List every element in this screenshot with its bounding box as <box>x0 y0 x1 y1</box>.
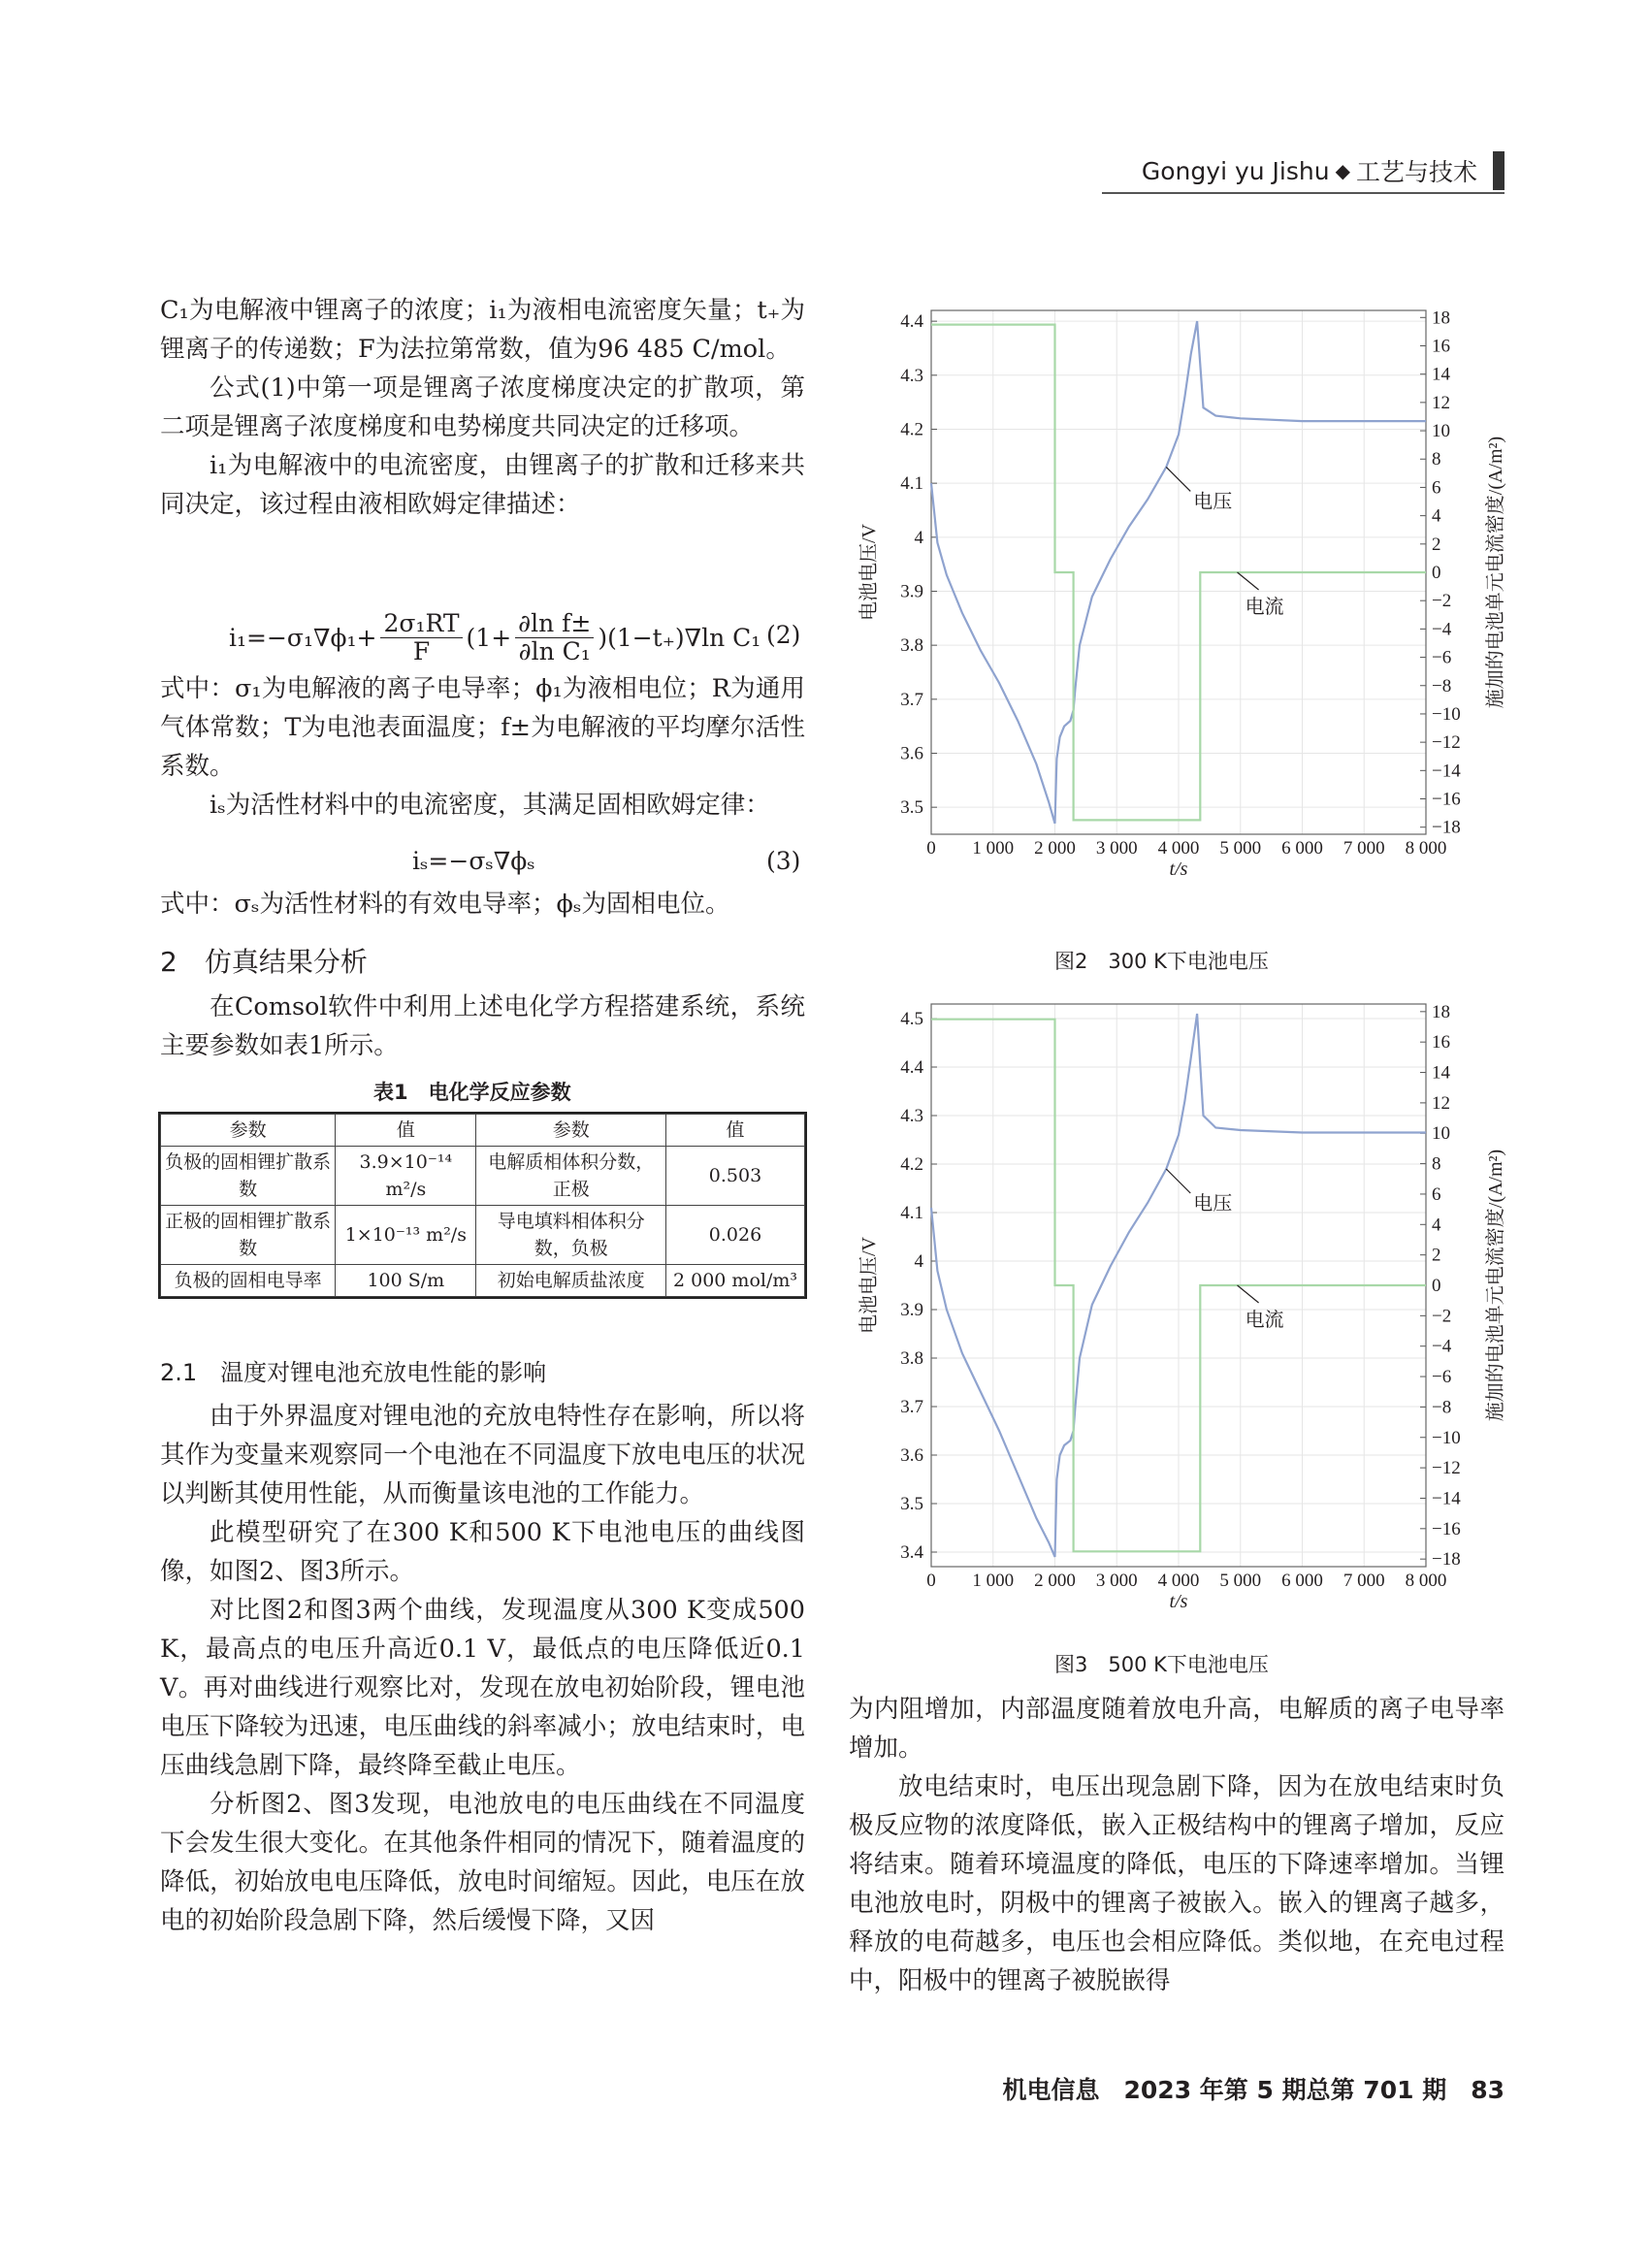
right-column-text <box>849 1690 1504 2000</box>
table-cell: 100 S/m <box>336 1265 476 1297</box>
paragraph-3: i₁为电解液中的电流密度，由锂离子的扩散和迁移来共同决定，该过程由液相欧姆定律描述： <box>160 451 805 519</box>
table-cell: 负极的固相电导率 <box>161 1265 336 1297</box>
footer: 机电信息 2023 年第 5 期总第 701 期 83 <box>1002 2076 1504 2104</box>
y2-tick-label: 6 <box>1432 1183 1441 1205</box>
y-tick-label: 3.9 <box>900 1300 923 1320</box>
figure-2-caption: 图2 300 K下电池电压 <box>1054 950 1269 973</box>
y-tick-label: 4.3 <box>900 365 923 386</box>
equation-2 <box>229 608 760 666</box>
table-header-row <box>161 1115 805 1147</box>
x-tick-label: 8 000 <box>1405 838 1447 859</box>
left-column-p6 <box>160 885 805 923</box>
y-tick-label: 4.2 <box>900 1154 923 1175</box>
left-column-mid <box>160 669 805 825</box>
x-tick-label: 1 000 <box>972 1571 1015 1591</box>
table-cell: 电解质相体积分数，正极 <box>476 1147 666 1206</box>
header-pinyin: Gongyi yu Jishu <box>1141 156 1330 185</box>
x-axis-label: t/s <box>1169 859 1188 880</box>
x-tick-label: 2 000 <box>1034 1571 1076 1591</box>
eq2-number: (2) <box>766 621 801 649</box>
left-column-bottom <box>160 1397 805 1940</box>
left-column-p7 <box>160 988 805 1065</box>
y2-tick-label: −4 <box>1432 619 1452 640</box>
right-paragraph-2: 放电结束时，电压出现急剧下降，因为在放电结束时负极反应物的浓度降低，嵌入正极结构中的锂离子增加，反应将结束。随着环境温度的降低，电压的下降速率增加。当锂电池放电时，阴极中的锂离子被嵌入。嵌入的锂离子越多，释放的电荷越多，电压也会相应降低。类似地，在充电过程中，阳极中的锂离子被脱嵌得 <box>849 1772 1504 1995</box>
table-cell: 2 000 mol/m³ <box>666 1265 805 1297</box>
header-bar <box>1493 151 1504 190</box>
y2-tick-label: −10 <box>1432 1427 1461 1448</box>
y-tick-label: 3.8 <box>900 635 923 657</box>
x-tick-label: 1 000 <box>972 838 1015 859</box>
right-paragraph-1: 为内阻增加，内部温度随着放电升高，电解质的离子电导率增加。 <box>849 1695 1504 1763</box>
eq2-mid: (1+ <box>466 623 512 652</box>
eq2-fraction-2 <box>515 610 594 665</box>
y2-tick-label: −14 <box>1432 761 1461 782</box>
y2-tick-label: 6 <box>1432 477 1441 499</box>
y2-tick-label: −18 <box>1432 817 1461 838</box>
x-tick-label: 2 000 <box>1034 838 1076 859</box>
x-tick-label: 8 000 <box>1405 1571 1447 1591</box>
table-cell: 导电填料相体积分数，负极 <box>476 1206 666 1265</box>
y-tick-label: 3.5 <box>900 797 923 819</box>
eq2-right: )(1−t₊)∇ln C₁ <box>598 623 761 652</box>
y2-axis-label: 施加的电池单元电流密度/(A/m²) <box>1485 1149 1506 1422</box>
y2-tick-label: 10 <box>1432 1123 1450 1145</box>
y-tick-label: 4.5 <box>900 1009 923 1029</box>
y-tick-label: 4 <box>914 1251 923 1272</box>
current-annotation-label: 电流 <box>1245 1310 1284 1331</box>
parameter-table <box>160 1114 805 1297</box>
y-tick-label: 4.4 <box>900 1057 923 1078</box>
y2-tick-label: −8 <box>1432 675 1452 697</box>
y2-tick-label: −12 <box>1432 732 1461 754</box>
x-tick-label: 5 000 <box>1219 1571 1262 1591</box>
y2-tick-label: 8 <box>1432 449 1441 470</box>
voltage-annotation-label: 电压 <box>1193 1193 1233 1215</box>
x-tick-label: 6 000 <box>1281 838 1323 859</box>
section-2-heading: 2 仿真结果分析 <box>160 946 368 978</box>
table-cell: 负极的固相锂扩散系数 <box>161 1147 336 1206</box>
eq2-frac2-num: ∂ln f± <box>515 610 594 638</box>
eq2-fraction-1 <box>380 610 462 665</box>
y2-tick-label: 12 <box>1432 1092 1450 1114</box>
y2-tick-label: −16 <box>1432 789 1461 810</box>
table-header-cell: 参数 <box>476 1115 666 1147</box>
table-cell: 初始电解质盐浓度 <box>476 1265 666 1297</box>
y2-tick-label: 2 <box>1432 1245 1441 1266</box>
y2-tick-label: 14 <box>1432 1062 1450 1084</box>
section-2-1-heading: 2.1 温度对锂电池充放电性能的影响 <box>160 1359 547 1386</box>
eq2-frac1-den: F <box>412 636 431 665</box>
y2-tick-label: 16 <box>1432 336 1450 357</box>
y2-tick-label: 0 <box>1432 563 1441 583</box>
y2-tick-label: 2 <box>1432 534 1441 555</box>
x-tick-label: 5 000 <box>1219 838 1262 859</box>
paragraph-10: 对比图2和图3两个曲线，发现温度从300 K变成500 K，最高点的电压升高近0.1 V，最低点的电压降低近0.1 V。再对曲线进行观察比对，发现在放电初始阶段，锂电池电压下降较为迅速，电压曲线的斜率减小；放电结束时，电压曲线急剧下降，最终降至截止电压。 <box>160 1596 805 1780</box>
table-row <box>161 1147 805 1206</box>
table-header-cell: 值 <box>336 1115 476 1147</box>
y2-tick-label: −12 <box>1432 1458 1461 1479</box>
table-caption: 表1 电化学反应参数 <box>373 1081 571 1104</box>
y2-tick-label: −16 <box>1432 1518 1461 1539</box>
table-cell: 3.9×10⁻¹⁴ m²/s <box>336 1147 476 1206</box>
figure-2-chart <box>854 291 1513 951</box>
header-title: 工艺与技术 <box>1355 158 1477 186</box>
y-tick-label: 4.3 <box>900 1106 923 1126</box>
y2-axis-label: 施加的电池单元电流密度/(A/m²) <box>1485 436 1506 709</box>
equation-3: iₛ=−σₛ∇ϕₛ <box>412 847 535 875</box>
y-tick-label: 4.4 <box>900 311 923 333</box>
y-tick-label: 3.5 <box>900 1494 923 1514</box>
current-annotation-label: 电流 <box>1245 597 1284 618</box>
y-axis-label: 电池电压/V <box>858 524 880 621</box>
y-tick-label: 3.7 <box>900 689 923 710</box>
y-tick-label: 4.1 <box>900 1203 923 1223</box>
paragraph-4: 式中：σ₁为电解液的离子电导率；ϕ₁为液相电位；R为通用气体常数；T为电池表面温度；f±为电解液的平均摩尔活性系数。 <box>160 674 805 781</box>
header-diamond-icon: ◆ <box>1335 159 1350 182</box>
y2-tick-label: 0 <box>1432 1276 1441 1296</box>
paragraph-1: C₁为电解液中锂离子的浓度；i₁为液相电流密度矢量；t₊为锂离子的传递数；F为法拉第常数，值为96 485 C/mol。 <box>160 296 805 364</box>
eq3-number: (3) <box>766 847 801 875</box>
x-tick-label: 3 000 <box>1095 838 1138 859</box>
x-axis-label: t/s <box>1169 1591 1188 1612</box>
x-tick-label: 7 000 <box>1343 838 1385 859</box>
voltage-annotation-label: 电压 <box>1193 491 1233 513</box>
table-row <box>161 1265 805 1297</box>
figure-3-caption: 图3 500 K下电池电压 <box>1054 1653 1269 1676</box>
x-tick-label: 3 000 <box>1095 1571 1138 1591</box>
running-header <box>1142 150 1504 191</box>
y2-tick-label: 10 <box>1432 421 1450 442</box>
y2-tick-label: −4 <box>1432 1336 1452 1357</box>
y2-tick-label: 18 <box>1432 308 1450 329</box>
table-cell: 0.503 <box>666 1147 805 1206</box>
x-tick-label: 0 <box>926 1571 936 1591</box>
eq2-left: i₁=−σ₁∇ϕ₁+ <box>229 623 377 652</box>
paragraph-5: iₛ为活性材料中的电流密度，其满足固相欧姆定律： <box>210 791 770 820</box>
y2-tick-label: −18 <box>1432 1549 1461 1571</box>
y2-tick-label: −6 <box>1432 1367 1452 1388</box>
y-tick-label: 3.9 <box>900 581 923 602</box>
y-axis-label: 电池电压/V <box>858 1237 880 1334</box>
table-cell: 0.026 <box>666 1206 805 1265</box>
paragraph-8: 由于外界温度对锂电池的充放电特性存在影响，所以将其作为变量来观察同一个电池在不同温度下放电电压的状况以判断其使用性能，从而衡量该电池的工作能力。 <box>160 1402 805 1508</box>
y2-tick-label: 18 <box>1432 1001 1450 1022</box>
y-tick-label: 3.4 <box>900 1542 923 1563</box>
y2-tick-label: 14 <box>1432 364 1450 385</box>
y-tick-label: 4 <box>914 527 923 548</box>
y2-tick-label: 4 <box>1432 505 1441 527</box>
y2-tick-label: −14 <box>1432 1488 1461 1509</box>
header-rule <box>1102 192 1504 194</box>
y-tick-label: 4.1 <box>900 473 923 495</box>
eq2-frac1-num: 2σ₁RT <box>380 610 462 638</box>
y-tick-label: 4.2 <box>900 419 923 440</box>
y-tick-label: 3.6 <box>900 743 923 764</box>
figure-3-chart <box>854 985 1513 1654</box>
paragraph-6: 式中：σₛ为活性材料的有效电导率；ϕₛ为固相电位。 <box>160 890 730 919</box>
y-tick-label: 3.7 <box>900 1397 923 1417</box>
table-header-cell: 值 <box>666 1115 805 1147</box>
table-cell: 正极的固相锂扩散系数 <box>161 1206 336 1265</box>
paragraph-2: 公式(1)中第一项是锂离子浓度梯度决定的扩散项，第二项是锂离子浓度梯度和电势梯度共同决定的迁移项。 <box>160 373 805 441</box>
x-tick-label: 7 000 <box>1343 1571 1385 1591</box>
table-header-cell: 参数 <box>161 1115 336 1147</box>
x-tick-label: 4 000 <box>1157 838 1200 859</box>
table-row <box>161 1206 805 1265</box>
y2-tick-label: −10 <box>1432 703 1461 725</box>
y2-tick-label: 16 <box>1432 1032 1450 1053</box>
y2-tick-label: 8 <box>1432 1153 1441 1175</box>
paragraph-11: 分析图2、图3发现，电池放电的电压曲线在不同温度下会发生很大变化。在其他条件相同的情况下，随着温度的降低，初始放电电压降低，放电时间缩短。因此，电压在放电的初始阶段急剧下降，然后缓慢下降，又因 <box>160 1790 805 1935</box>
paragraph-7: 在Comsol软件中利用上述电化学方程搭建系统，系统主要参数如表1所示。 <box>160 992 805 1060</box>
y2-tick-label: −8 <box>1432 1397 1452 1418</box>
y-tick-label: 3.6 <box>900 1445 923 1466</box>
x-tick-label: 0 <box>926 838 936 859</box>
y2-tick-label: 12 <box>1432 392 1450 413</box>
y2-tick-label: 4 <box>1432 1215 1441 1236</box>
y-tick-label: 3.8 <box>900 1348 923 1369</box>
eq2-frac2-den: ∂ln C₁ <box>518 636 591 665</box>
paragraph-9: 此模型研究了在300 K和500 K下电池电压的曲线图像，如图2、图3所示。 <box>160 1518 805 1586</box>
table-cell: 1×10⁻¹³ m²/s <box>336 1206 476 1265</box>
y2-tick-label: −6 <box>1432 647 1452 668</box>
x-tick-label: 6 000 <box>1281 1571 1323 1591</box>
x-tick-label: 4 000 <box>1157 1571 1200 1591</box>
y2-tick-label: −2 <box>1432 1306 1452 1327</box>
y2-tick-label: −2 <box>1432 591 1452 612</box>
left-column-top <box>160 291 805 524</box>
